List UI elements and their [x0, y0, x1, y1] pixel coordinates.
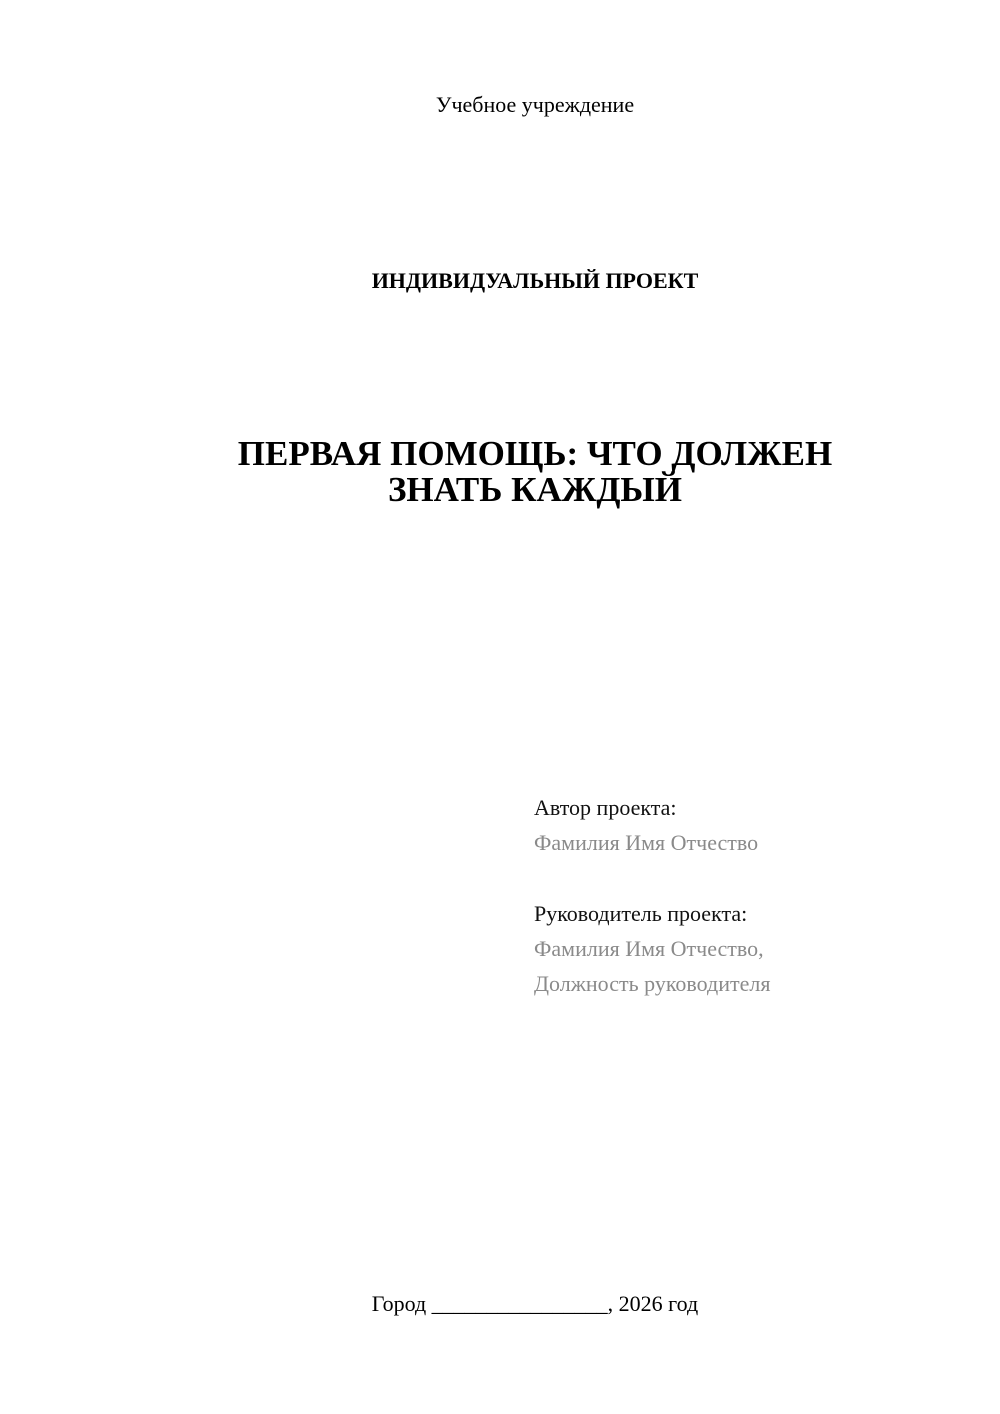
- city-year-line: Город ________________, 2026 год: [371, 1291, 699, 1316]
- supervisor-label: Руководитель проекта:: [534, 901, 748, 926]
- project-title-line-2: ЗНАТЬ КАЖДЫЙ: [387, 470, 683, 509]
- project-type-heading: ИНДИВИДУАЛЬНЫЙ ПРОЕКТ: [371, 268, 699, 293]
- info-spacer: [534, 860, 954, 896]
- institution-name: Учебное учреждение: [435, 92, 635, 117]
- project-title-line-1: ПЕРВАЯ ПОМОЩЬ: ЧТО ДОЛЖЕН: [237, 434, 833, 473]
- author-name: Фамилия Имя Отчество: [534, 830, 759, 855]
- supervisor-position: Должность руководителя: [534, 971, 771, 996]
- project-title: [0, 436, 1000, 508]
- project-info-block: [534, 790, 954, 1001]
- author-label: Автор проекта:: [534, 795, 677, 820]
- supervisor-name: Фамилия Имя Отчество,: [534, 936, 764, 961]
